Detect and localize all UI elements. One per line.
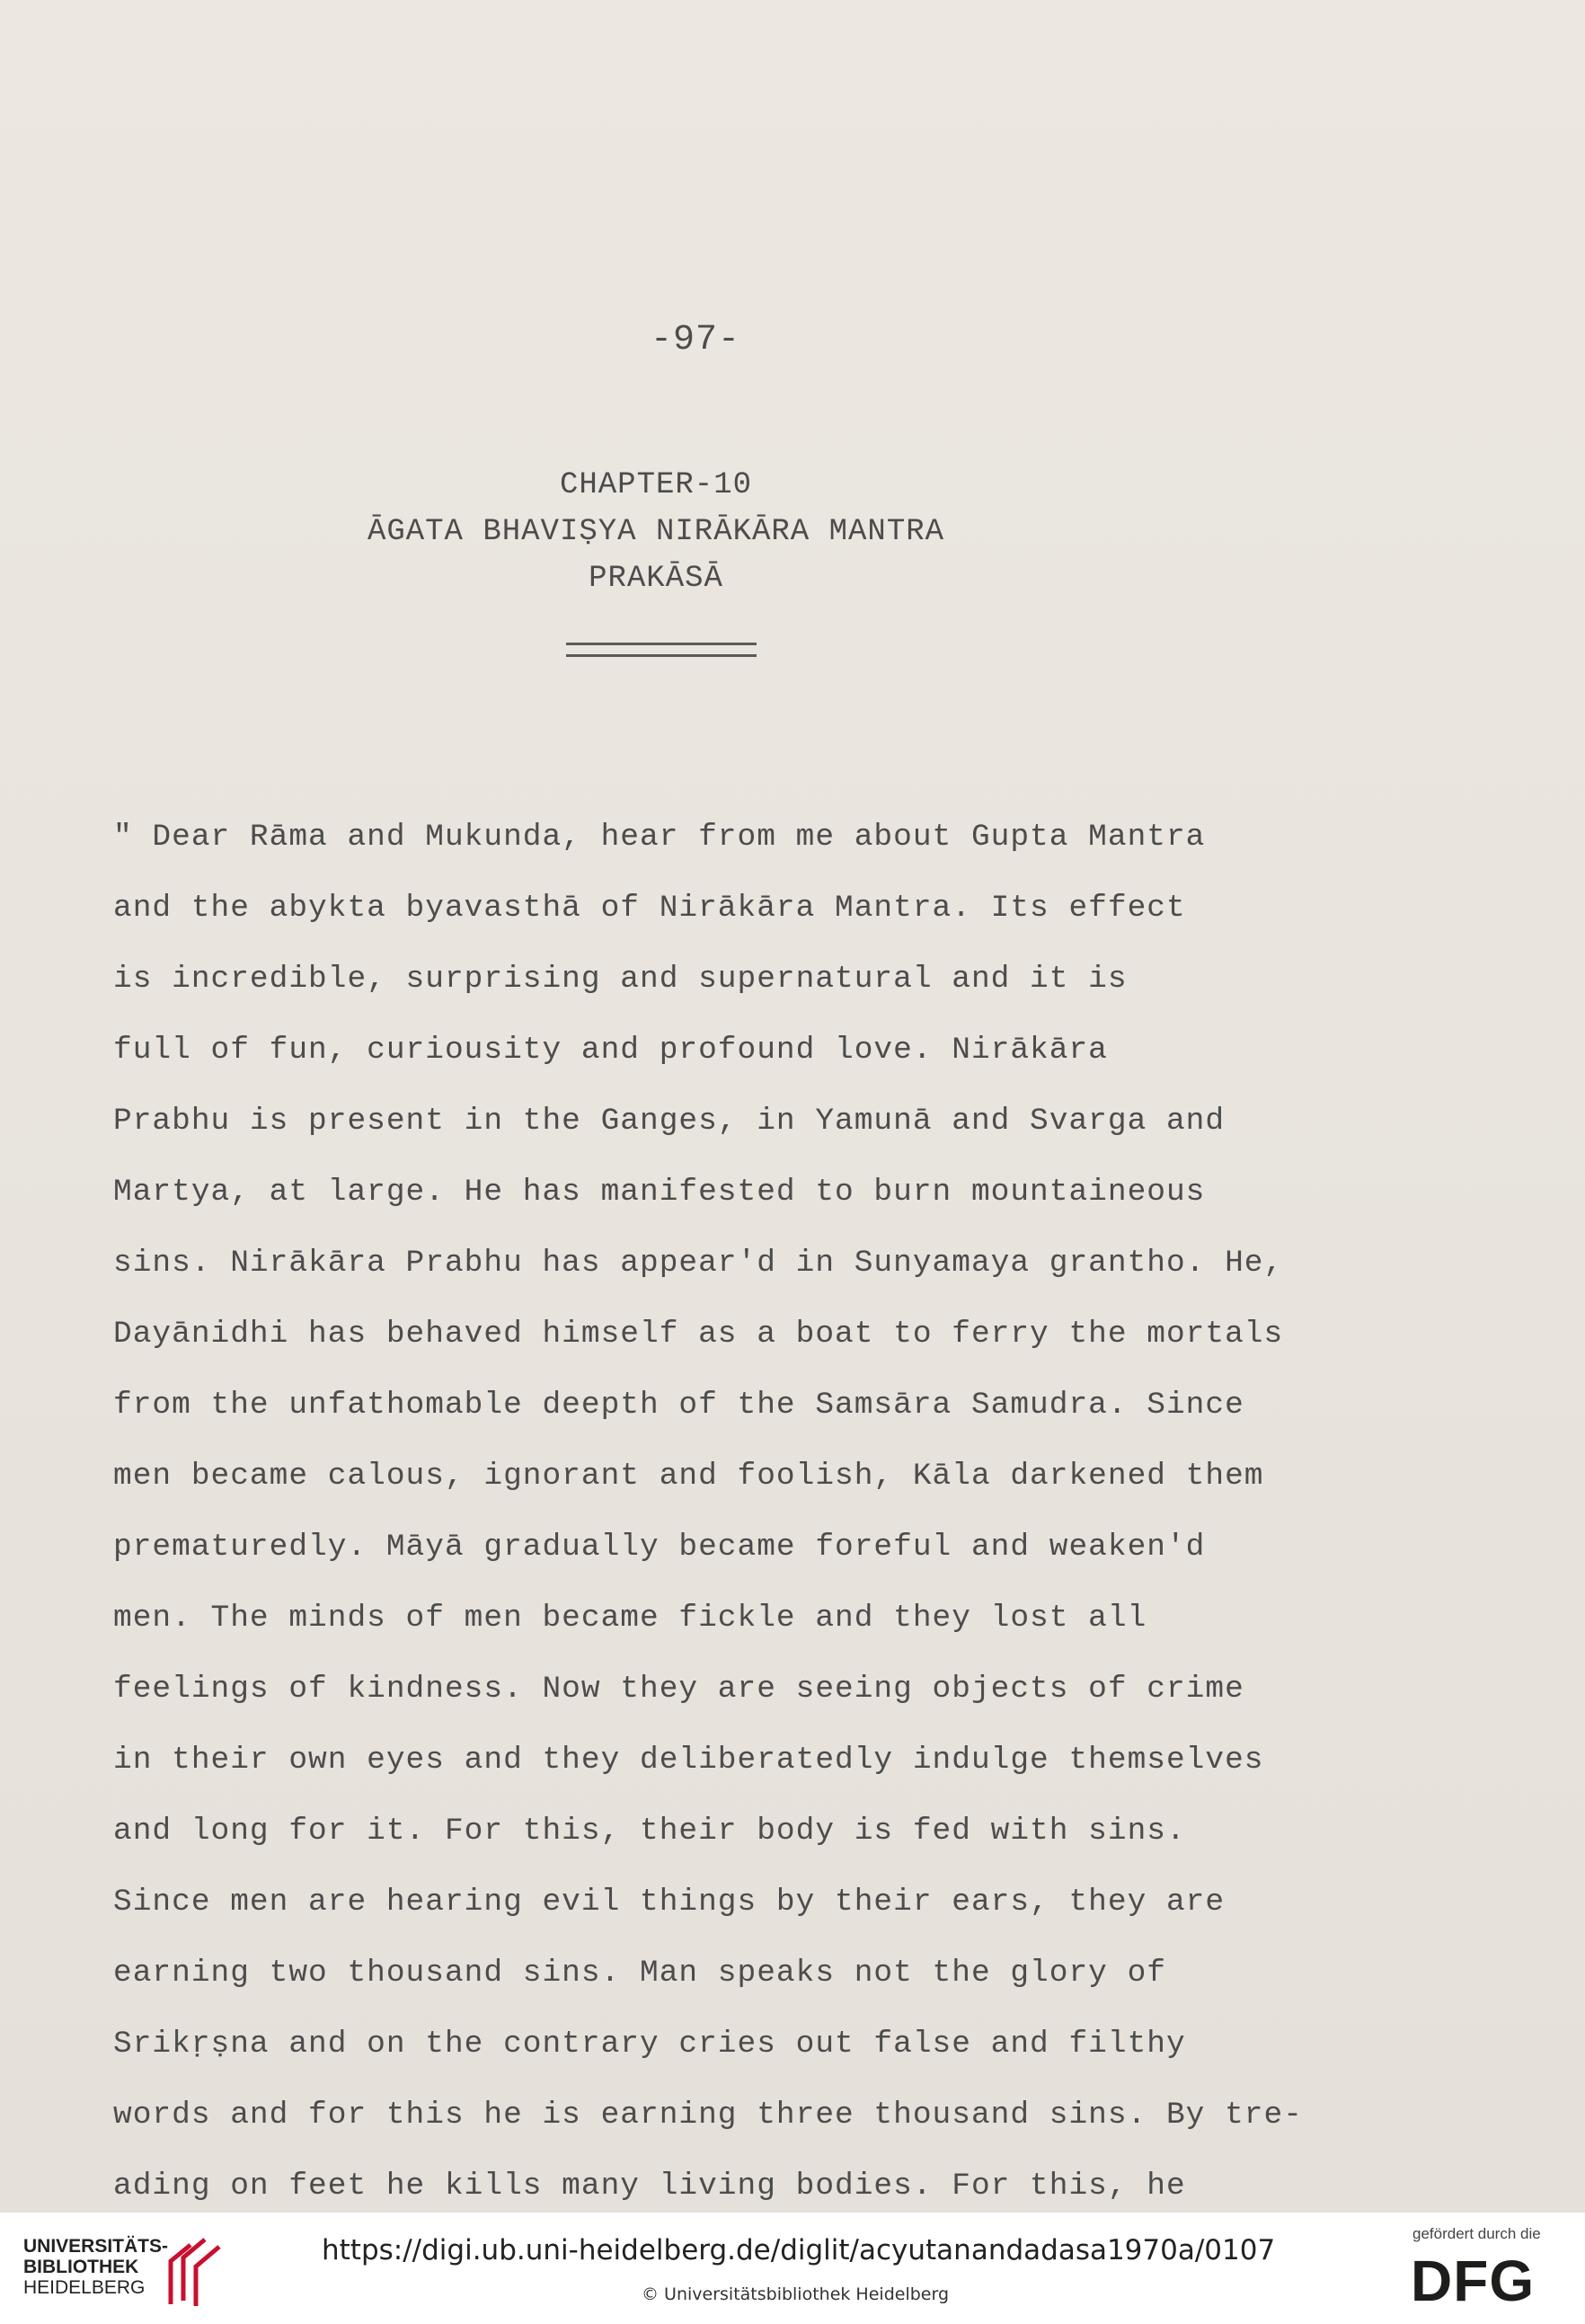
- heading-double-underline: [566, 643, 757, 657]
- university-library-logo-text: [23, 2236, 168, 2298]
- text-line: Prabhu is present in the Ganges, in Yamunā and Svarga and: [113, 1104, 1226, 1139]
- text-line: Srikṛṣna and on the contrary cries out false and filthy: [113, 2027, 1186, 2062]
- text-line: full of fun, curiousity and profound love. Nirākāra: [113, 1033, 1108, 1068]
- chapter-title-line-2: PRAKĀSĀ: [589, 562, 723, 596]
- footer-bar: [0, 2213, 1585, 2324]
- text-line: from the unfathomable deepth of the Samsāra Samudra. Since: [113, 1388, 1244, 1423]
- page-number: -97-: [651, 320, 741, 360]
- text-line: words and for this he is earning three thousand sins. By tre-: [113, 2098, 1303, 2133]
- chapter-title-line-1: ĀGATA BHAVIṢYA NIRĀKĀRA MANTRA: [367, 515, 945, 549]
- logo-line-3: HEIDELBERG: [23, 2277, 146, 2298]
- text-line: earning two thousand sins. Man speaks not the glory of: [113, 1956, 1166, 1991]
- text-line: " Dear Rāma and Mukunda, hear from me about Gupta Mantra: [113, 820, 1206, 855]
- copyright-notice: © Universitätsbibliothek Heidelberg: [642, 2284, 950, 2304]
- funded-by-label: gefördert durch die: [1412, 2225, 1541, 2242]
- chapter-number: CHAPTER-10: [559, 468, 753, 502]
- permalink-url[interactable]: https://digi.ub.uni-heidelberg.de/diglit/acyutanandadasa1970a/0107: [322, 2234, 1276, 2266]
- text-line: feelings of kindness. Now they are seeing objects of crime: [113, 1672, 1244, 1707]
- text-line: Martya, at large. He has manifested to burn mountaineous: [113, 1175, 1206, 1210]
- text-line: men. The minds of men became fickle and they lost all: [113, 1601, 1147, 1636]
- text-line: prematuredly. Māyā gradually became foreful and weaken'd: [113, 1530, 1206, 1565]
- text-line: in their own eyes and they deliberatedly indulge themselves: [113, 1743, 1264, 1778]
- text-line: ading on feet he kills many living bodies. For this, he: [113, 2169, 1186, 2204]
- text-line: men became calous, ignorant and foolish, Kāla darkened them: [113, 1459, 1264, 1494]
- body-text: [113, 802, 1416, 2213]
- text-line: Since men are hearing evil things by their ears, they are: [113, 1885, 1226, 1920]
- university-library-logo[interactable]: [23, 2236, 239, 2308]
- library-emblem-icon: [164, 2238, 226, 2308]
- chapter-heading: [297, 462, 1015, 602]
- text-line: and the abykta byavasthā of Nirākāra Mantra. Its effect: [113, 891, 1186, 926]
- text-line: sins. Nirākāra Prabhu has appear'd in Sunyamaya grantho. He,: [113, 1246, 1284, 1281]
- logo-line-2: BIBLIOTHEK: [23, 2257, 139, 2277]
- text-line: and long for it. For this, their body is fed with sins.: [113, 1814, 1186, 1849]
- dfg-logo[interactable]: DFG: [1411, 2249, 1536, 2313]
- text-line: is incredible, surprising and supernatural and it is: [113, 962, 1128, 997]
- text-line: Dayānidhi has behaved himself as a boat to ferry the mortals: [113, 1317, 1284, 1352]
- logo-line-1: UNIVERSITÄTS-: [23, 2236, 169, 2257]
